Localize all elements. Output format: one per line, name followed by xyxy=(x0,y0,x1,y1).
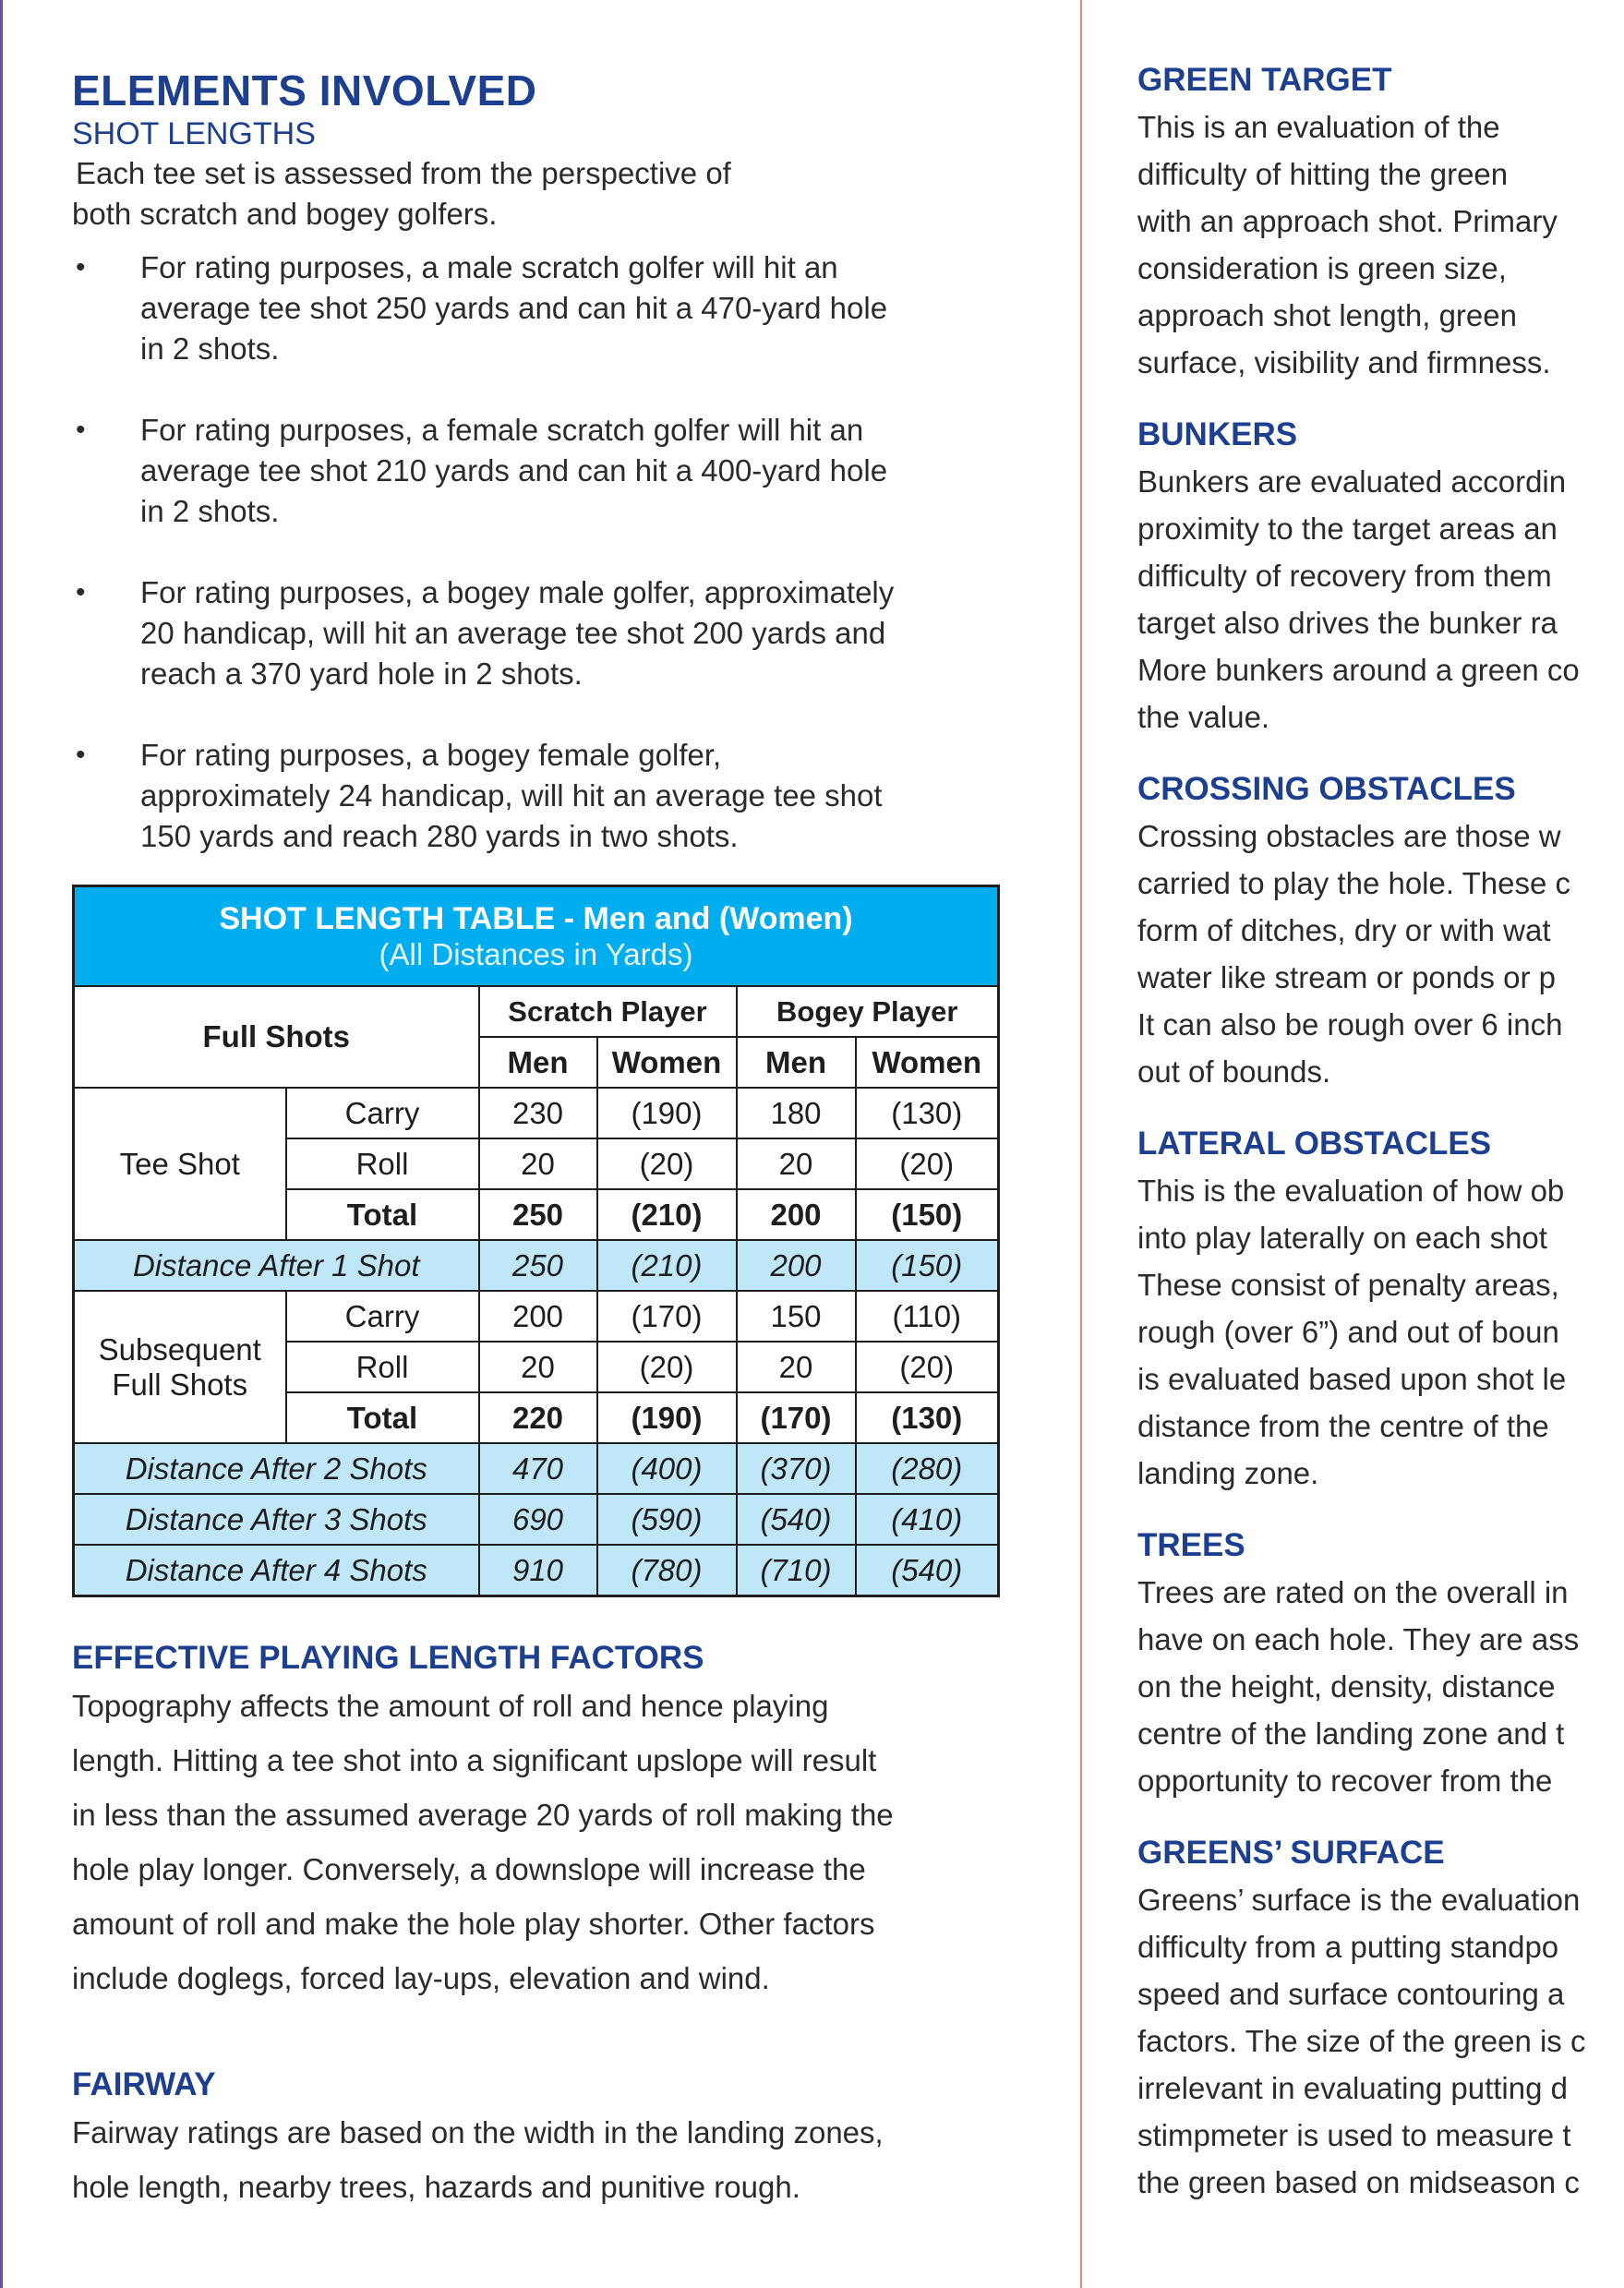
page-heading: ELEMENTS INVOLVED xyxy=(72,66,537,114)
bullet-line: 150 yards and reach 280 yards in two shots. xyxy=(140,819,739,853)
section-subheading: SHOT LENGTHS xyxy=(72,116,316,151)
fairway-paragraph xyxy=(72,2105,1032,2214)
subsequent-line: Full Shots xyxy=(112,1367,248,1402)
table-title: SHOT LENGTH TABLE - Men and (Women) xyxy=(219,900,853,936)
bullet-line: reach a 370 yard hole in 2 shots. xyxy=(140,656,583,691)
total-label: Total xyxy=(286,1189,479,1240)
epl-line: length. Hitting a tee shot into a significant upslope will result xyxy=(72,1743,877,1777)
roll-label: Roll xyxy=(286,1138,479,1189)
left-column xyxy=(72,66,1032,1597)
body-line: into play laterally on each shot xyxy=(1137,1221,1547,1255)
bullet-item xyxy=(72,410,1032,532)
body-line: speed and surface contouring a xyxy=(1137,1977,1565,2011)
bullet-line: average tee shot 210 yards and can hit a 400-yard hole xyxy=(140,453,888,488)
bullet-line: For rating purposes, a bogey male golfer, approximately xyxy=(140,575,895,609)
body-line: the green based on midseason c xyxy=(1137,2165,1580,2199)
bullet-line: 20 handicap, will hit an average tee shot 200 yards and xyxy=(140,616,886,650)
section-body xyxy=(1137,103,1624,386)
table-cell: 20 xyxy=(479,1138,597,1189)
body-line: form of ditches, dry or with wat xyxy=(1137,913,1551,947)
section-heading: BUNKERS xyxy=(1137,416,1298,452)
bullet-line: For rating purposes, a male scratch golfer will hit an xyxy=(140,250,838,284)
table-row xyxy=(74,1494,999,1545)
body-line: rough (over 6”) and out of boun xyxy=(1137,1315,1559,1349)
table-cell: (130) xyxy=(856,1088,999,1138)
table-title-cell xyxy=(74,886,999,987)
bullet-line: in 2 shots. xyxy=(140,331,280,366)
bullet-line: approximately 24 handicap, will hit an average tee shot xyxy=(140,778,883,813)
body-line: It can also be rough over 6 inch xyxy=(1137,1007,1563,1042)
subsequent-line: Subsequent xyxy=(98,1331,261,1367)
body-line: Bunkers are evaluated accordin xyxy=(1137,464,1567,499)
body-line: the value. xyxy=(1137,700,1270,734)
bullet-line: For rating purposes, a bogey female golfer, xyxy=(140,738,722,772)
intro-paragraph xyxy=(72,153,1032,235)
intro-line: Each tee set is assessed from the perspective of xyxy=(76,156,731,190)
body-line: proximity to the target areas an xyxy=(1137,512,1558,546)
section-body xyxy=(1137,1167,1624,1497)
table-cell: (540) xyxy=(737,1494,856,1545)
table-cell: (540) xyxy=(856,1545,999,1596)
epl-line: amount of roll and make the hole play shorter. Other factors xyxy=(72,1907,875,1941)
subsequent-shots-label xyxy=(74,1291,286,1443)
section-heading: LATERAL OBSTACLES xyxy=(1137,1126,1492,1162)
distance-label: Distance After 4 Shots xyxy=(74,1545,479,1596)
table-cell: (20) xyxy=(597,1342,737,1392)
table-cell: (190) xyxy=(597,1392,737,1443)
epl-line: in less than the assumed average 20 yards of roll making the xyxy=(72,1798,894,1832)
table-cell: 20 xyxy=(479,1342,597,1392)
body-line: difficulty from a putting standpo xyxy=(1137,1930,1559,1964)
table-cell: 250 xyxy=(479,1240,597,1291)
table-cell: (210) xyxy=(597,1189,737,1240)
table-cell: 20 xyxy=(737,1138,856,1189)
lateral-obstacles-section xyxy=(1137,1121,1624,1497)
table-cell: (280) xyxy=(856,1443,999,1494)
table-cell: 180 xyxy=(737,1088,856,1138)
table-cell: (20) xyxy=(856,1138,999,1189)
section-body xyxy=(1137,458,1624,741)
distance-label: Distance After 2 Shots xyxy=(74,1443,479,1494)
body-line: have on each hole. They are ass xyxy=(1137,1622,1580,1656)
bullet-item xyxy=(72,572,1032,694)
table-cell: (210) xyxy=(597,1240,737,1291)
carry-label: Carry xyxy=(286,1291,479,1342)
table-cell: (710) xyxy=(737,1545,856,1596)
table-cell: 150 xyxy=(737,1291,856,1342)
table-cell: (150) xyxy=(856,1189,999,1240)
body-line: with an approach shot. Primary xyxy=(1137,204,1558,238)
trees-section xyxy=(1137,1523,1624,1804)
table-cell: 200 xyxy=(737,1189,856,1240)
body-line: stimpmeter is used to measure t xyxy=(1137,2118,1571,2152)
fairway-heading: FAIRWAY xyxy=(72,2066,216,2102)
women-header: Women xyxy=(856,1037,999,1088)
body-line: More bunkers around a green co xyxy=(1137,653,1580,687)
shot-length-bullets xyxy=(72,247,1032,857)
body-line: This is an evaluation of the xyxy=(1137,110,1500,144)
table-cell: (20) xyxy=(597,1138,737,1189)
body-line: Crossing obstacles are those w xyxy=(1137,819,1561,853)
roll-label: Roll xyxy=(286,1342,479,1392)
body-line: surface, visibility and firmness. xyxy=(1137,345,1551,379)
bullet-icon: • xyxy=(76,252,86,283)
epl-line: Topography affects the amount of roll and hence playing xyxy=(72,1689,829,1723)
table-cell: (20) xyxy=(856,1342,999,1392)
body-line: Greens’ surface is the evaluation xyxy=(1137,1883,1581,1917)
epl-line: include doglegs, forced lay-ups, elevation and wind. xyxy=(72,1961,770,1995)
table-cell: (110) xyxy=(856,1291,999,1342)
table-cell: (130) xyxy=(856,1392,999,1443)
body-line: This is the evaluation of how ob xyxy=(1137,1174,1565,1208)
table-cell: (410) xyxy=(856,1494,999,1545)
total-label: Total xyxy=(286,1392,479,1443)
body-line: difficulty of recovery from them xyxy=(1137,559,1552,593)
table-cell: (190) xyxy=(597,1088,737,1138)
section-body xyxy=(1137,1569,1624,1804)
epl-heading: EFFECTIVE PLAYING LENGTH FACTORS xyxy=(72,1640,704,1676)
full-shots-header: Full Shots xyxy=(74,986,479,1088)
table-cell: (780) xyxy=(597,1545,737,1596)
distance-label: Distance After 3 Shots xyxy=(74,1494,479,1545)
body-line: opportunity to recover from the xyxy=(1137,1764,1553,1798)
bullet-icon: • xyxy=(76,415,86,445)
green-target-section xyxy=(1137,57,1624,386)
table-row xyxy=(74,1545,999,1596)
bullet-line: in 2 shots. xyxy=(140,494,280,528)
body-line: consideration is green size, xyxy=(1137,251,1507,285)
fairway-line: Fairway ratings are based on the width in the landing zones, xyxy=(72,2115,884,2150)
body-line: on the height, density, distance xyxy=(1137,1669,1556,1704)
table-cell: 220 xyxy=(479,1392,597,1443)
men-header: Men xyxy=(479,1037,597,1088)
body-line: Trees are rated on the overall in xyxy=(1137,1575,1569,1609)
bullet-item xyxy=(72,247,1032,369)
bunkers-section xyxy=(1137,412,1624,741)
carry-label: Carry xyxy=(286,1088,479,1138)
intro-line: both scratch and bogey golfers. xyxy=(72,197,498,231)
table-cell: 470 xyxy=(479,1443,597,1494)
table-cell: (150) xyxy=(856,1240,999,1291)
greens-surface-section xyxy=(1137,1830,1624,2206)
table-cell: (370) xyxy=(737,1443,856,1494)
table-subtitle: (All Distances in Yards) xyxy=(379,936,693,971)
table-row xyxy=(74,1240,999,1291)
tee-shot-label: Tee Shot xyxy=(74,1088,286,1240)
section-body xyxy=(1137,1876,1624,2206)
right-column xyxy=(1137,57,1624,2232)
table-cell: (590) xyxy=(597,1494,737,1545)
table-cell: (400) xyxy=(597,1443,737,1494)
table-cell: 250 xyxy=(479,1189,597,1240)
fairway-line: hole length, nearby trees, hazards and punitive rough. xyxy=(72,2170,800,2204)
table-cell: (170) xyxy=(737,1392,856,1443)
page-left-edge xyxy=(0,0,3,2288)
section-heading: TREES xyxy=(1137,1527,1245,1563)
section-heading: GREENS’ SURFACE xyxy=(1137,1835,1445,1871)
epl-line: hole play longer. Conversely, a downslope will increase the xyxy=(72,1852,866,1886)
table-cell: 690 xyxy=(479,1494,597,1545)
body-line: carried to play the hole. These c xyxy=(1137,866,1570,900)
bullet-icon: • xyxy=(76,577,86,608)
body-line: out of bounds. xyxy=(1137,1054,1331,1089)
bullet-line: For rating purposes, a female scratch golfer will hit an xyxy=(140,413,864,447)
epl-paragraph xyxy=(72,1679,1032,2005)
table-row xyxy=(74,1291,999,1342)
table-cell: 200 xyxy=(479,1291,597,1342)
shot-length-table xyxy=(72,885,1000,1597)
body-line: approach shot length, green xyxy=(1137,298,1517,332)
women-header: Women xyxy=(597,1037,737,1088)
body-line: distance from the centre of the xyxy=(1137,1409,1549,1443)
distance-label: Distance After 1 Shot xyxy=(74,1240,479,1291)
section-body xyxy=(1137,813,1624,1095)
column-divider xyxy=(1080,0,1082,2288)
table-cell: 20 xyxy=(737,1342,856,1392)
bullet-icon: • xyxy=(76,740,86,770)
body-line: is evaluated based upon shot le xyxy=(1137,1362,1567,1396)
scratch-player-header: Scratch Player xyxy=(479,986,737,1037)
body-line: irrelevant in evaluating putting d xyxy=(1137,2071,1568,2105)
body-line: difficulty of hitting the green xyxy=(1137,157,1509,191)
section-heading: CROSSING OBSTACLES xyxy=(1137,771,1516,807)
table-cell: 200 xyxy=(737,1240,856,1291)
body-line: water like stream or ponds or p xyxy=(1137,960,1557,994)
crossing-obstacles-section xyxy=(1137,766,1624,1095)
bullet-item xyxy=(72,735,1032,857)
bullet-line: average tee shot 250 yards and can hit a 470-yard hole xyxy=(140,291,888,325)
table-cell: (170) xyxy=(597,1291,737,1342)
body-line: centre of the landing zone and t xyxy=(1137,1716,1565,1751)
body-line: These consist of penalty areas, xyxy=(1137,1268,1559,1302)
section-heading: GREEN TARGET xyxy=(1137,62,1392,98)
body-line: landing zone. xyxy=(1137,1456,1319,1490)
table-row xyxy=(74,1088,999,1138)
lower-left-sections xyxy=(72,1638,1032,2214)
table-cell: 910 xyxy=(479,1545,597,1596)
men-header: Men xyxy=(737,1037,856,1088)
bogey-player-header: Bogey Player xyxy=(737,986,999,1037)
table-cell: 230 xyxy=(479,1088,597,1138)
table-row xyxy=(74,1443,999,1494)
body-line: target also drives the bunker ra xyxy=(1137,606,1558,640)
body-line: factors. The size of the green is c xyxy=(1137,2024,1586,2058)
